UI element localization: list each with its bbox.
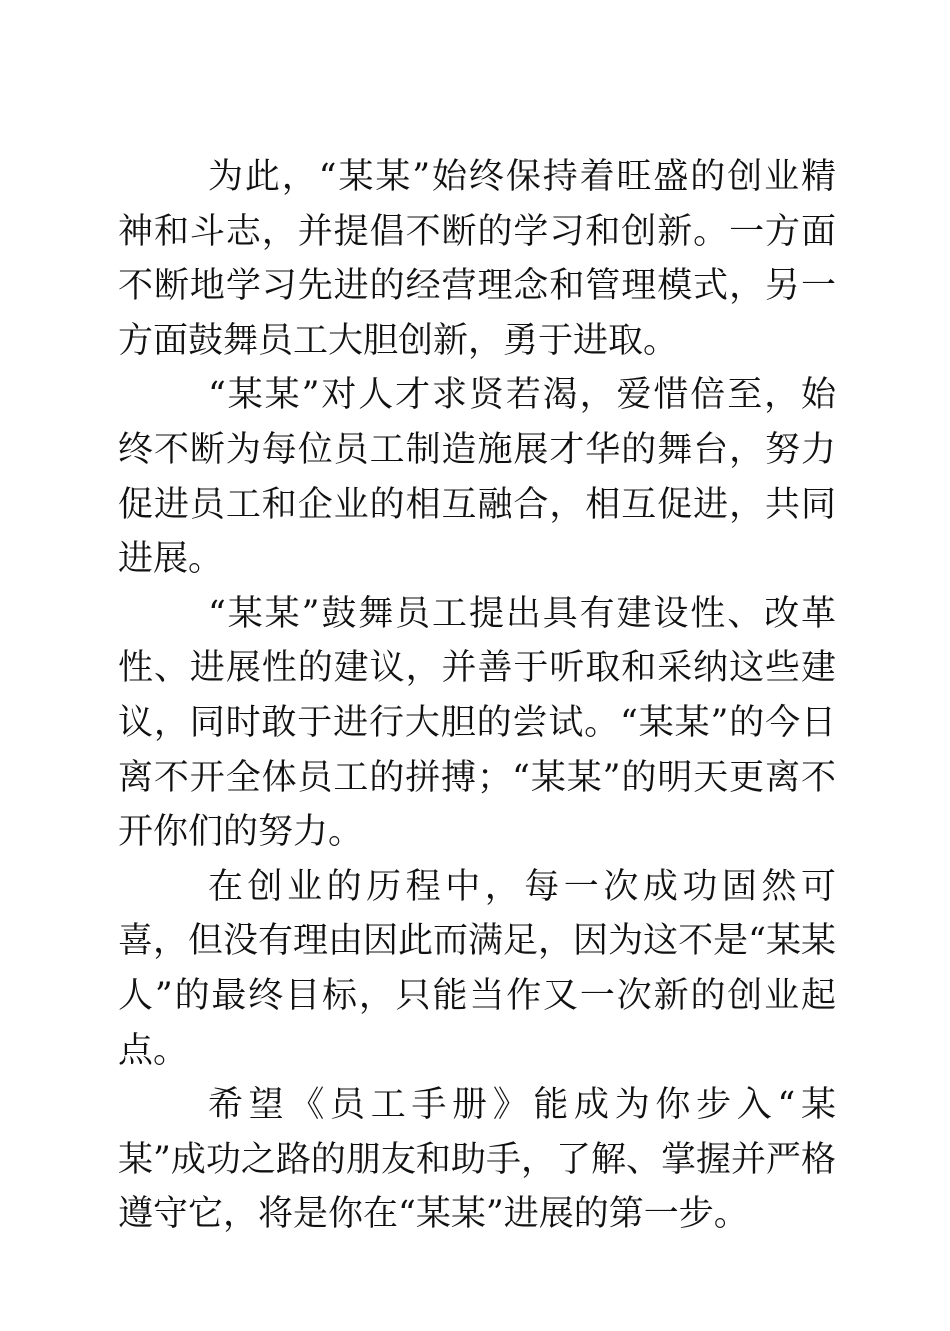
paragraph-3: “某某”鼓舞员工提出具有建设性、改革性、进展性的建议，并善于听取和采纳这些建议，同时敢于进行大胆的尝试。“某某”的今日离不开全体员工的拼搏；“某某”的明天更离不开你们的努力。 (118, 593, 836, 853)
document-body (118, 150, 836, 1242)
paragraph-4: 在创业的历程中，每一次成功固然可喜，但没有理由因此而满足，因为这不是“某某人”的最终目标，只能当作又一次新的创业起点。 (118, 866, 836, 1071)
paragraph-5: 希望《员工手册》能成为你步入“某某”成功之路的朋友和助手，了解、掌握并严格遵守它，将是你在“某某”进展的第一步。 (118, 1085, 836, 1235)
paragraph-2: “某某”对人才求贤若渴，爱惜倍至，始终不断为每位员工制造施展才华的舞台，努力促进员工和企业的相互融合，相互促进，共同进展。 (118, 375, 836, 580)
paragraph-1: 为此，“某某”始终保持着旺盛的创业精神和斗志，并提倡不断的学习和创新。一方面不断地学习先进的经营理念和管理模式，另一方面鼓舞员工大胆创新，勇于进取。 (118, 157, 836, 361)
